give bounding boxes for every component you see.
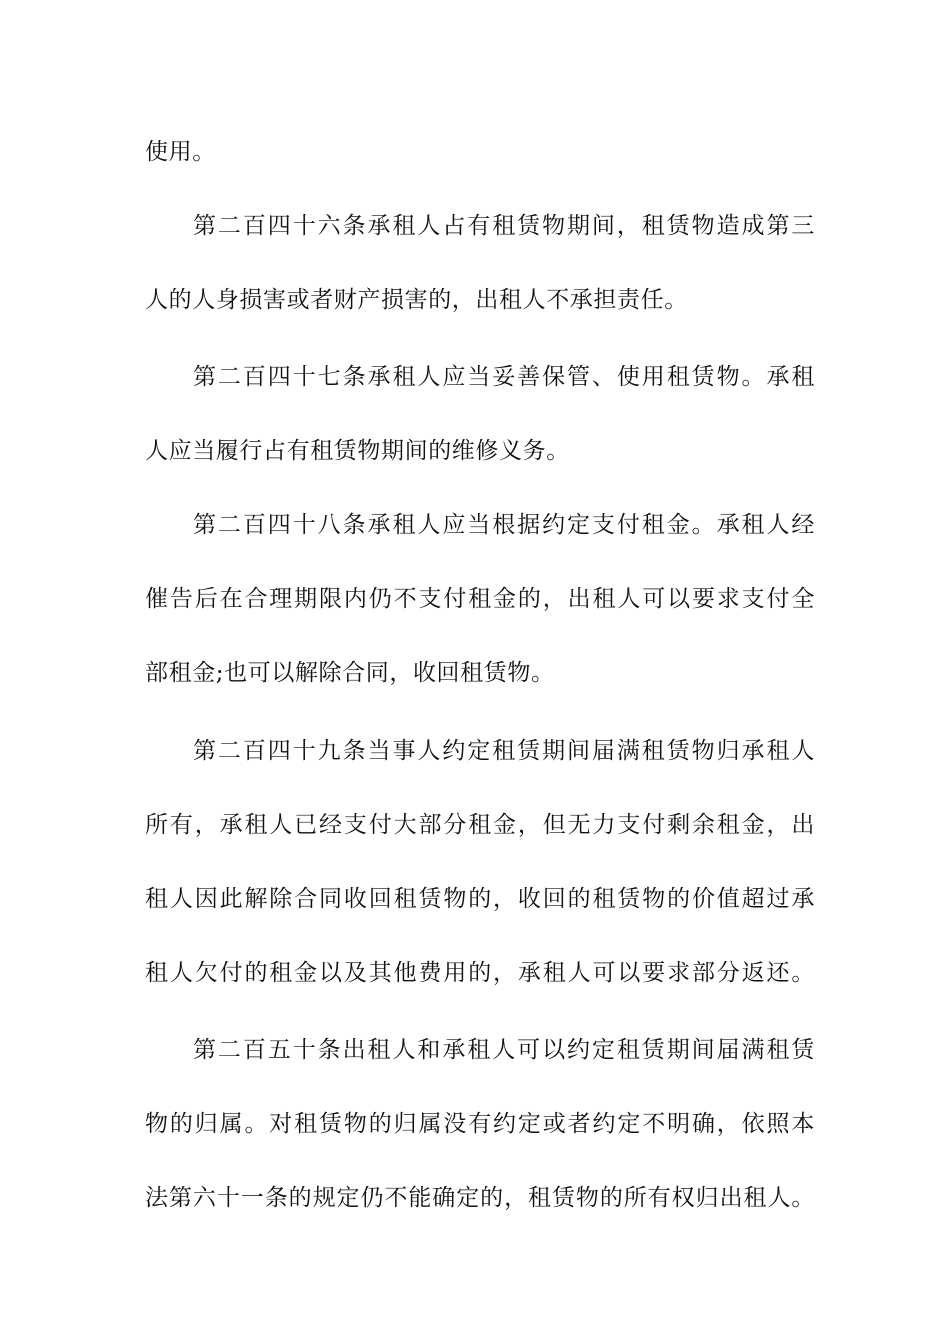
text-line: 人的人身损害或者财产损害的，出租人不承担责任。 bbox=[145, 287, 688, 313]
text-line: 租人因此解除合同收回租赁物的，收回的租赁物的价值超过承 bbox=[145, 886, 815, 912]
article-250-line: 第二百五十条出租人和承租人可以约定租赁期间届满租赁 bbox=[193, 1037, 815, 1063]
text-line: 租人欠付的租金以及其他费用的，承租人可以要求部分返还。 bbox=[145, 960, 815, 986]
text-line: 所有，承租人已经支付大部分租金，但无力支付剩余租金，出 bbox=[145, 812, 815, 838]
text-line: 使用。 bbox=[145, 139, 216, 165]
article-247-line: 第二百四十七条承租人应当妥善保管、使用租赁物。承租 bbox=[193, 364, 815, 390]
text-line: 部租金;也可以解除合同，收回租赁物。 bbox=[145, 660, 555, 686]
text-line: 物的归属。对租赁物的归属没有约定或者约定不明确，依照本 bbox=[145, 1111, 815, 1137]
article-249-line: 第二百四十九条当事人约定租赁期间届满租赁物归承租人 bbox=[193, 738, 815, 764]
text-line: 人应当履行占有租赁物期间的维修义务。 bbox=[145, 438, 570, 464]
article-248-line: 第二百四十八条承租人应当根据约定支付租金。承租人经 bbox=[193, 512, 815, 538]
text-line: 法第六十一条的规定仍不能确定的，租赁物的所有权归出租人。 bbox=[145, 1185, 815, 1211]
article-246-line: 第二百四十六条承租人占有租赁物期间，租赁物造成第三 bbox=[193, 213, 815, 239]
text-line: 催告后在合理期限内仍不支付租金的，出租人可以要求支付全 bbox=[145, 586, 815, 612]
